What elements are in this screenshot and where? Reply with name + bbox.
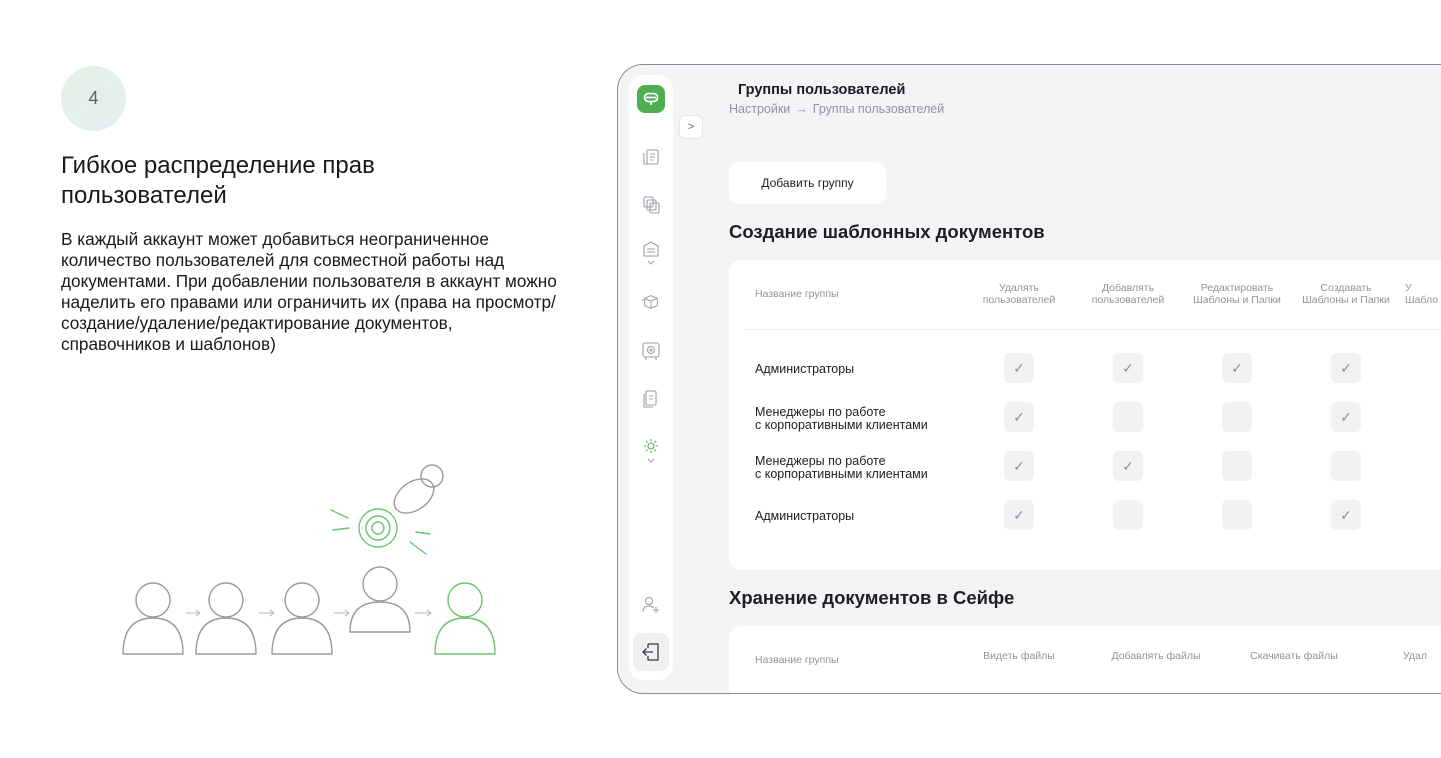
group-name: Менеджеры по работе с корпоративными клиентами: [755, 405, 928, 432]
feature-title: Гибкое распределение прав пользователей: [61, 152, 375, 209]
feature-panel: [0, 0, 600, 758]
column-header: Видеть файлы: [983, 650, 1055, 662]
person-icon: [350, 567, 410, 632]
page-title: Группы пользователей: [738, 82, 906, 98]
sidebar-expand-button[interactable]: >: [679, 115, 703, 139]
documents-icon[interactable]: [641, 147, 661, 167]
person-icon: [123, 583, 183, 654]
check-icon: ✓: [1013, 408, 1025, 425]
logout-icon: [640, 641, 662, 663]
check-icon: ✓: [1340, 506, 1352, 523]
logout-button[interactable]: [633, 633, 669, 671]
permission-checkbox-unchecked[interactable]: [1113, 402, 1143, 432]
permission-checkbox-unchecked[interactable]: [1222, 402, 1252, 432]
breadcrumb-item-current: Группы пользователей: [812, 102, 945, 116]
column-header-group-name: Название группы: [755, 654, 839, 666]
group-name: Администраторы: [755, 362, 855, 376]
permission-checkbox-unchecked[interactable]: [1222, 500, 1252, 530]
files-icon[interactable]: [641, 389, 661, 409]
safe-permissions-table: [729, 626, 1441, 694]
check-icon: ✓: [1013, 359, 1025, 376]
column-header: Редактировать Шаблоны и Папки: [1193, 282, 1281, 306]
add-group-button[interactable]: Добавить группу: [729, 162, 886, 204]
permission-checkbox-checked[interactable]: [1222, 353, 1252, 383]
person-icon: [272, 583, 332, 654]
safe-icon[interactable]: [641, 341, 661, 361]
column-header: Добавлять пользователей: [1091, 282, 1165, 306]
column-header: У Шабло: [1405, 282, 1439, 306]
app-logo[interactable]: [637, 85, 665, 113]
breadcrumb-separator: →: [795, 102, 808, 116]
user-rights-illustration: [118, 458, 502, 662]
permission-checkbox-unchecked[interactable]: [1113, 500, 1143, 530]
column-header: Удалять пользователей: [982, 282, 1056, 306]
check-icon: ✓: [1013, 506, 1025, 523]
permission-checkbox-checked[interactable]: [1331, 353, 1361, 383]
permission-checkbox-checked[interactable]: [1004, 402, 1034, 432]
permission-checkbox-checked[interactable]: [1331, 402, 1361, 432]
column-header: Добавлять файлы: [1111, 650, 1201, 662]
group-name: Менеджеры по работе с корпоративными клиентами: [755, 454, 928, 481]
table-divider: [744, 329, 1441, 330]
templates-section-title: Создание шаблонных документов: [729, 221, 1045, 242]
permission-checkbox-checked[interactable]: [1331, 500, 1361, 530]
app-window: [617, 64, 1441, 694]
add-user-icon[interactable]: [641, 595, 661, 615]
breadcrumb: [729, 102, 944, 116]
safe-section-title: Хранение документов в Сейфе: [729, 587, 1015, 608]
check-icon: ✓: [1340, 408, 1352, 425]
check-icon: ✓: [1340, 359, 1352, 376]
permission-checkbox-checked[interactable]: [1113, 353, 1143, 383]
permission-checkbox-checked[interactable]: [1004, 451, 1034, 481]
step-badge: 4: [61, 66, 126, 131]
templates-permissions-table: [729, 260, 1441, 570]
column-header: Удал: [1403, 650, 1427, 662]
permission-checkbox-checked[interactable]: [1113, 451, 1143, 481]
person-accent-icon: [435, 583, 495, 654]
permission-checkbox-unchecked[interactable]: [1222, 451, 1252, 481]
check-icon: ✓: [1122, 457, 1134, 474]
sidebar: [629, 75, 673, 680]
check-icon: ✓: [1122, 359, 1134, 376]
permission-checkbox-checked[interactable]: [1004, 353, 1034, 383]
check-icon: ✓: [1013, 457, 1025, 474]
incoming-icon[interactable]: [641, 243, 661, 263]
breadcrumb-item-settings[interactable]: Настройки: [729, 102, 791, 116]
cube-icon[interactable]: [641, 292, 661, 312]
stamp-icon: [331, 509, 430, 554]
feature-description: В каждый аккаунт может добавиться неограниченное количество пользователей для совместной работы над документами. При добавлении пользователя в аккаунт можно наделить его правами или ограничить их (права на просмотр/создание/удаление/редактирование документов, справочников и шаблонов): [61, 229, 557, 354]
column-header: Создавать Шаблоны и Папки: [1302, 282, 1390, 306]
permission-checkbox-unchecked[interactable]: [1331, 451, 1361, 481]
permission-checkbox-checked[interactable]: [1004, 500, 1034, 530]
column-header-group-name: Название группы: [755, 288, 839, 300]
templates-icon[interactable]: [641, 195, 661, 215]
logo-icon: [643, 92, 659, 106]
check-icon: ✓: [1231, 359, 1243, 376]
group-name: Администраторы: [755, 509, 855, 523]
column-header: Скачивать файлы: [1250, 650, 1338, 662]
settings-icon[interactable]: [641, 437, 661, 467]
person-icon: [196, 583, 256, 654]
